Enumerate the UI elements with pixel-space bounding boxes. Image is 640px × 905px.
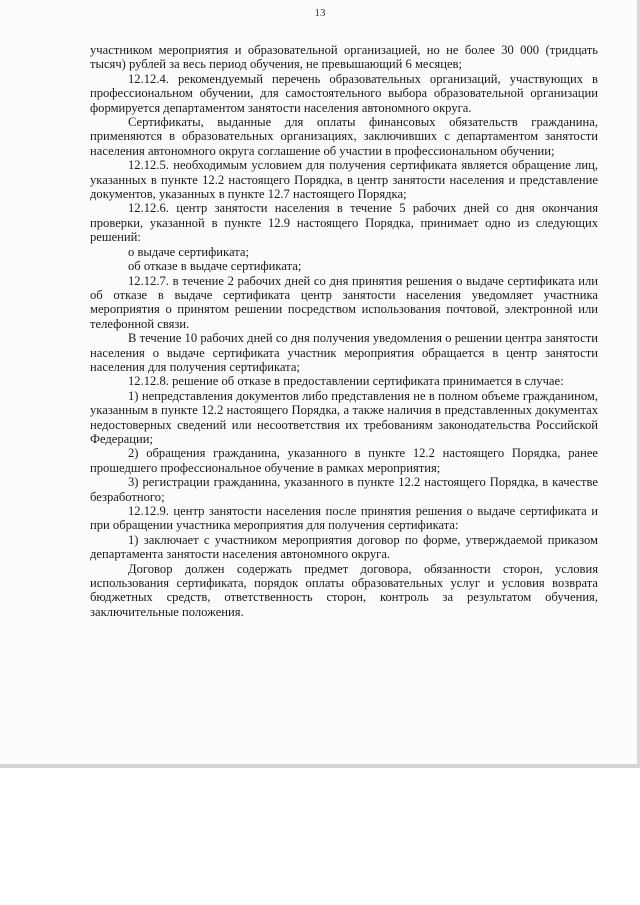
page-number: 13 xyxy=(314,7,326,19)
document-body xyxy=(90,43,598,619)
paragraph: об отказе в выдаче сертификата; xyxy=(128,259,302,274)
paragraph: 2) обращения гражданина, указанного в пункте 12.2 настоящего Порядка, ранее прошедшего профессиональное обучение в рамках мероприятия; xyxy=(90,446,598,475)
paragraph: 12.12.8. решение об отказе в предоставлении сертификата принимается в случае: xyxy=(128,374,564,389)
paragraph: 12.12.9. центр занятости населения после принятия решения о выдаче сертификата и при обращении участника мероприятия для получения сертификата: xyxy=(90,504,598,533)
paragraph: Договор должен содержать предмет договора, обязанности сторон, условия использования сертификата, порядок оплаты образовательных услуг и условия возврата бюджетных средств, ответственность сторон, контроль за результатом обучения, заключительные положения. xyxy=(90,561,598,619)
paragraph: 3) регистрации гражданина, указанного в пункте 12.2 настоящего Порядка, в качестве безработного; xyxy=(90,475,598,504)
paragraph: Сертификаты, выданные для оплаты финансовых обязательств гражданина, применяются в образовательных организациях, заключивших с департаментом занятости населения автономного округа соглашение об участии в профессиональном обучении; xyxy=(90,115,598,158)
paragraph: 12.12.6. центр занятости населения в течение 5 рабочих дней со дня окончания проверки, указанной в пункте 12.9 настоящего Порядка, принимает одно из следующих решений: xyxy=(90,201,598,245)
paragraph: 12.12.7. в течение 2 рабочих дней со дня принятия решения о выдаче сертификата или об отказе в выдаче сертификата центр занятости населения уведомляет участника мероприятия о принятом решении посредством использования почтовой, электронной или телефонной связи. xyxy=(90,273,598,331)
paragraph: 12.12.4. рекомендуемый перечень образовательных организаций, участвующих в профессиональном обучении, для самостоятельного выбора образовательной организации формируется департаментом занятости населения автономного округа. xyxy=(90,71,598,115)
paragraph: 1) заключает с участником мероприятия договор по форме, утверждаемой приказом департамента занятости населения автономного округа. xyxy=(90,532,598,562)
scan-edge-bottom xyxy=(0,764,640,768)
paragraph: участником мероприятия и образовательной организацией, но не более 30 000 (тридцать тысяч) рублей за весь период обучения, не превышающий 6 месяцев; xyxy=(90,43,598,72)
paragraph: о выдаче сертификата; xyxy=(128,244,249,259)
paragraph: 1) непредставления документов либо представления не в полном объеме гражданином, указанным в пункте 12.2 настоящего Порядка, а также наличия в представленных документах недостоверных сведений или несоответствия их требованиям законодательства Российской Федерации; xyxy=(90,388,598,446)
paragraph: В течение 10 рабочих дней со дня получения уведомления о решении центра занятости населения о выдаче сертификата участник мероприятия обращается в центр занятости населения для получения сертификата; xyxy=(90,331,598,374)
paragraph: 12.12.5. необходимым условием для получения сертификата является обращение лиц, указанных в пункте 12.2 настоящего Порядка, в центр занятости населения и представление документов, указанных в пункте 12.7 настоящего Порядка; xyxy=(90,158,598,202)
